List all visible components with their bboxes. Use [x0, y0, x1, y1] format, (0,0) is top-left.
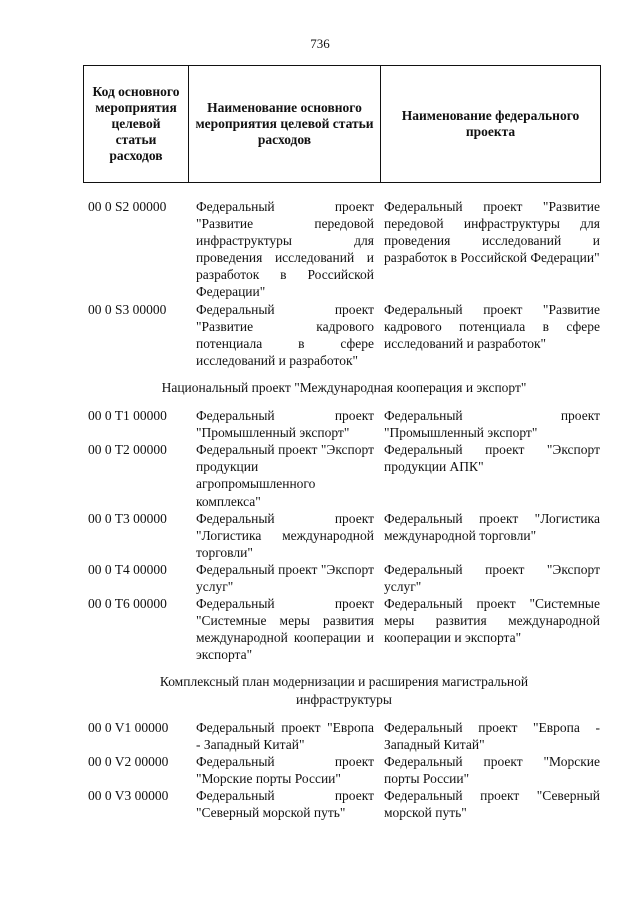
row-code: 00 0 S2 00000	[88, 199, 167, 214]
row-code: 00 0 T4 00000	[88, 561, 167, 577]
row-activity-name: Федеральный проект "Системные меры развития международной кооперации и экспорта"	[196, 596, 374, 663]
row-activity-name: Федеральный проект "Промышленный экспорт"	[196, 408, 374, 441]
table-row	[88, 719, 600, 753]
row-federal-project: Федеральный проект "Развитие кадрового потенциала в сфере исследований и разработок"	[384, 301, 600, 351]
section-heading: Комплексный план модернизации и расширения магистральной инфраструктуры	[159, 674, 529, 707]
row-federal-project: Федеральный проект "Северный морской путь"	[384, 788, 600, 821]
table-row	[88, 198, 600, 301]
row-code: 00 0 T1 00000	[88, 408, 167, 424]
row-code: 00 0 T3 00000	[88, 510, 167, 526]
table-row	[88, 510, 600, 561]
table-body	[88, 198, 600, 821]
row-federal-project: Федеральный проект "Промышленный экспорт"	[384, 408, 600, 441]
row-activity-name: Федеральный проект "Северный морской путь"	[196, 788, 374, 821]
row-activity-name: Федеральный проект "Развитие передовой инфраструктуры для проведения исследований и разработок в Российской Федерации"	[196, 199, 374, 300]
section-heading: Национальный проект "Международная кооперация и экспорт"	[161, 379, 527, 395]
table-row	[88, 301, 600, 369]
row-code: 00 0 V3 00000	[88, 788, 169, 803]
page-number: 736	[310, 36, 330, 51]
row-federal-project: Федеральный проект "Морские порты России"	[384, 753, 600, 786]
row-code: 00 0 V2 00000	[88, 753, 169, 769]
row-federal-project: Федеральный проект "Развитие передовой инфраструктуры для проведения исследований и разработок в Российской Федерации"	[384, 199, 600, 266]
row-federal-project: Федеральный проект "Экспорт продукции АПК"	[384, 442, 600, 475]
table-row	[88, 407, 600, 441]
row-federal-project: Федеральный проект "Системные меры развития международной кооперации и экспорта"	[384, 596, 600, 646]
row-activity-name: Федеральный проект "Экспорт услуг"	[196, 561, 374, 594]
header-federal-project: Наименование федерального проекта	[401, 108, 580, 139]
table-row	[88, 441, 600, 509]
row-activity-name: Федеральный проект "Экспорт продукции агропромышленного комплекса"	[196, 442, 374, 509]
table-row	[88, 787, 600, 821]
row-federal-project: Федеральный проект "Европа - Западный Китай"	[384, 719, 600, 752]
row-code: 00 0 T6 00000	[88, 596, 167, 612]
row-federal-project: Федеральный проект "Логистика международной торговли"	[384, 510, 600, 543]
row-activity-name: Федеральный проект "Европа - Западный Китай"	[196, 719, 374, 752]
row-activity-name: Федеральный проект "Развитие кадрового потенциала в сфере исследований и разработок"	[196, 301, 374, 368]
table-row	[88, 753, 600, 787]
table-row	[88, 595, 600, 663]
row-activity-name: Федеральный проект "Логистика международной торговли"	[196, 510, 374, 560]
row-code: 00 0 V1 00000	[88, 719, 169, 735]
header-activity-name: Наименование основного мероприятия целевой статьи расходов	[189, 66, 381, 182]
row-federal-project: Федеральный проект "Экспорт услуг"	[384, 561, 600, 594]
header-code: Код основного мероприятия целевой статьи расходов	[84, 66, 189, 182]
table-row	[88, 561, 600, 595]
row-activity-name: Федеральный проект "Морские порты России"	[196, 753, 374, 786]
table-header	[83, 65, 601, 183]
row-code: 00 0 S3 00000	[88, 301, 167, 317]
row-code: 00 0 T2 00000	[88, 442, 167, 458]
